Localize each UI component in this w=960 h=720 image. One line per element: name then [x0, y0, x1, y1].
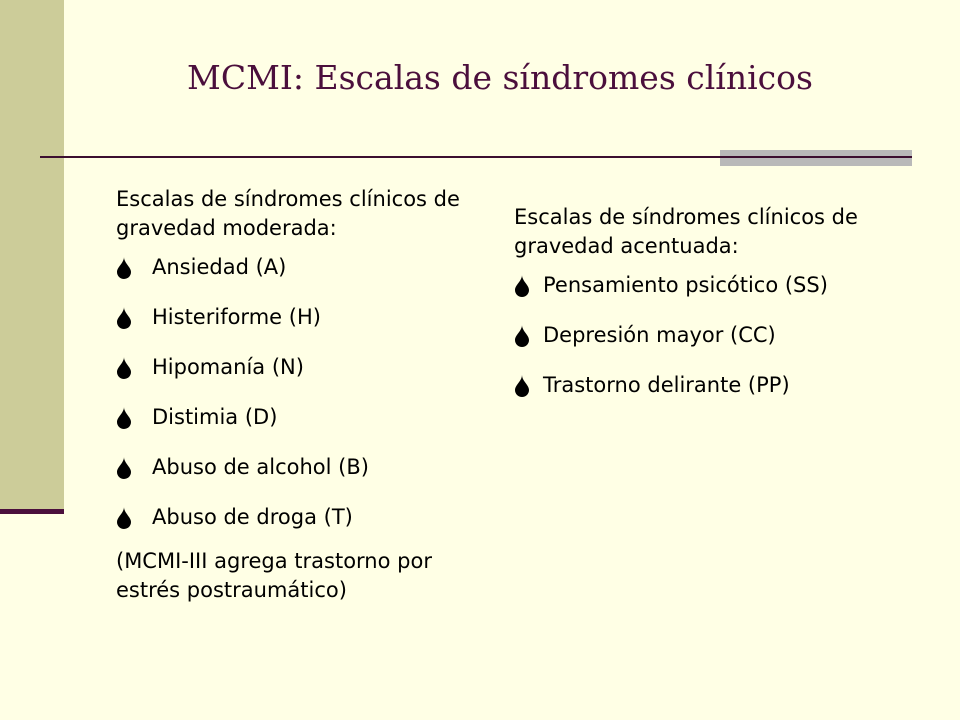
- left-column: [116, 185, 496, 605]
- drop-bullet-icon: [514, 325, 530, 347]
- drop-bullet-icon: [116, 307, 132, 329]
- list-item-label: Hipomanía (N): [152, 355, 304, 379]
- list-item: [116, 403, 496, 432]
- list-item-label: Pensamiento psicótico (SS): [543, 273, 828, 297]
- list-item: [514, 371, 914, 400]
- slide-title: MCMI: Escalas de síndromes clínicos: [187, 58, 813, 97]
- title-rule-accent: [720, 150, 912, 166]
- list-item: [116, 253, 496, 282]
- left-column-heading: Escalas de síndromes clínicos de gravedad moderada:: [116, 187, 460, 240]
- list-item-label: Abuso de droga (T): [152, 505, 353, 529]
- side-bar: [0, 0, 64, 512]
- list-item: [116, 503, 496, 532]
- list-item-label: Abuso de alcohol (B): [152, 455, 369, 479]
- drop-bullet-icon: [514, 275, 530, 297]
- side-bar-accent: [0, 509, 64, 514]
- right-column-heading: Escalas de síndromes clínicos de gravedad acentuada:: [514, 205, 858, 258]
- list-item-label: Histeriforme (H): [152, 305, 321, 329]
- list-item: [116, 453, 496, 482]
- title-rule: [40, 156, 912, 158]
- drop-bullet-icon: [116, 257, 132, 279]
- right-column: [514, 203, 914, 421]
- drop-bullet-icon: [116, 407, 132, 429]
- list-item: [116, 353, 496, 382]
- list-item: [514, 321, 914, 350]
- list-item-label: Ansiedad (A): [152, 255, 287, 279]
- drop-bullet-icon: [116, 457, 132, 479]
- drop-bullet-icon: [116, 507, 132, 529]
- list-item-label: Distimia (D): [152, 405, 278, 429]
- drop-bullet-icon: [116, 357, 132, 379]
- list-item: [116, 303, 496, 332]
- right-scale-list: [514, 271, 914, 400]
- left-scale-list: [116, 253, 496, 532]
- list-item: [514, 271, 914, 300]
- list-item-label: Depresión mayor (CC): [543, 323, 776, 347]
- left-column-note: (MCMI-III agrega trastorno por estrés postraumático): [116, 549, 432, 602]
- drop-bullet-icon: [514, 375, 530, 397]
- list-item-label: Trastorno delirante (PP): [543, 373, 790, 397]
